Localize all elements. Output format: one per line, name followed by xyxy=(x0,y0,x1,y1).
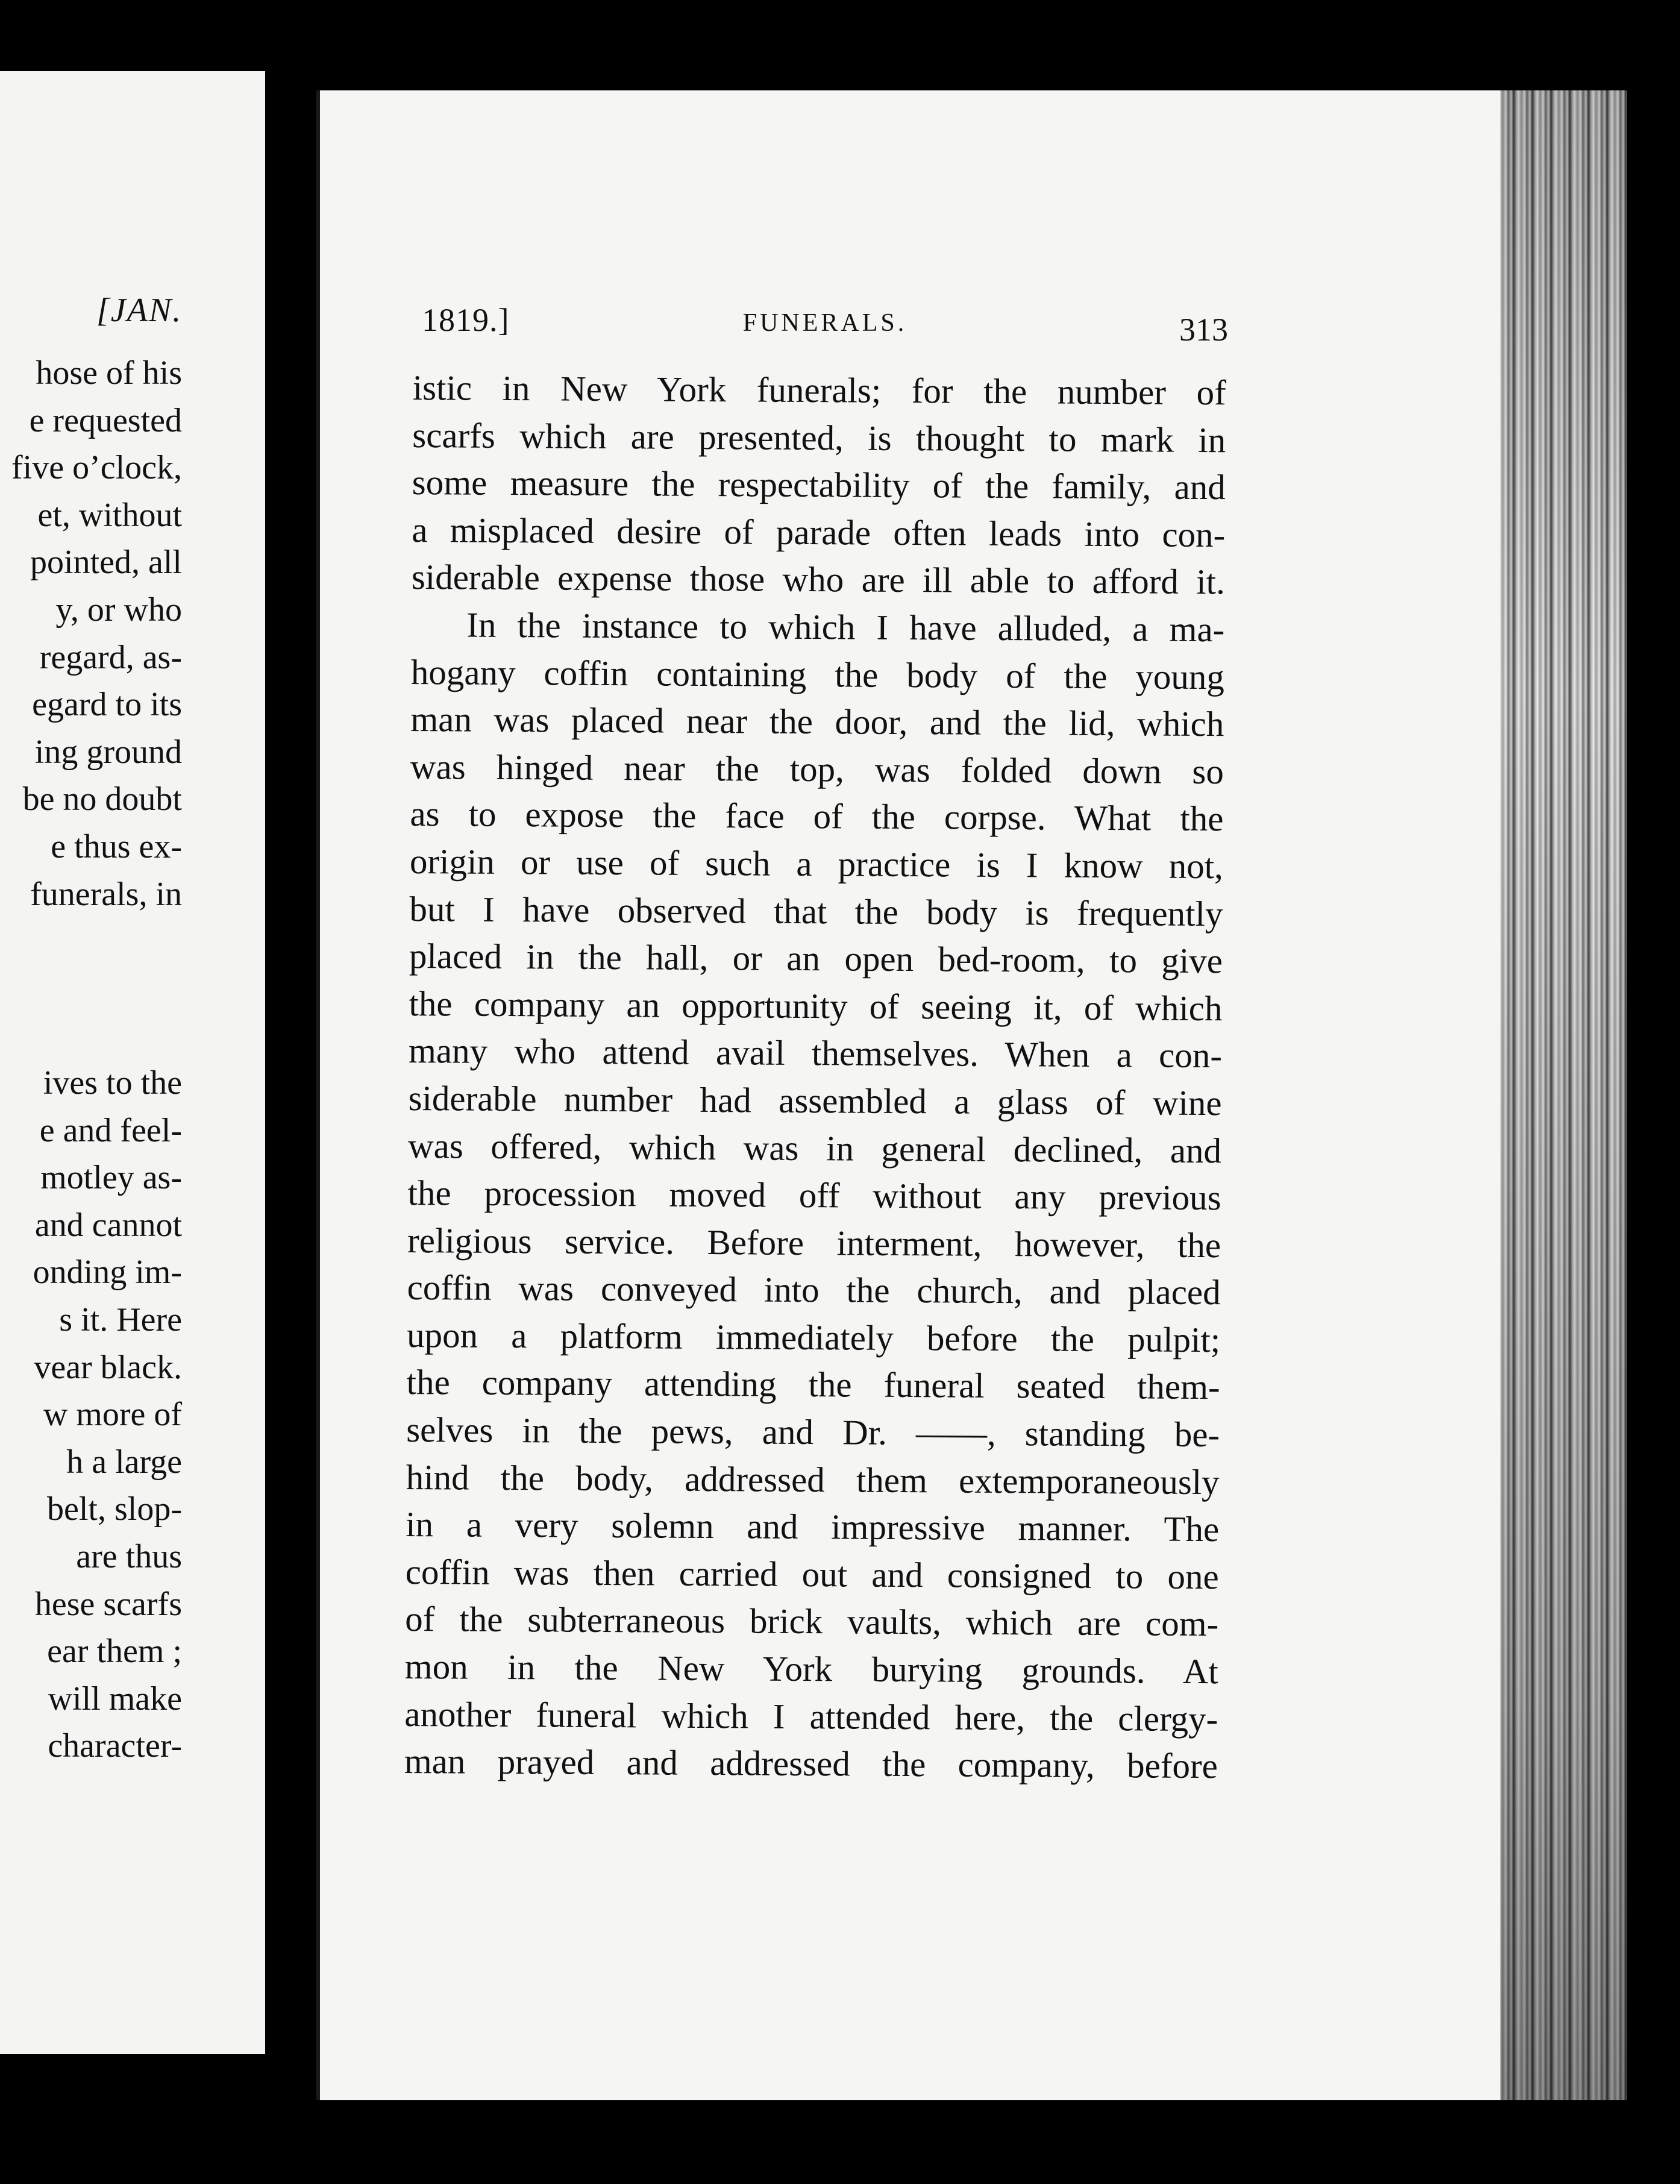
text-line: mon in the New York burying grounds. At xyxy=(404,1646,1218,1692)
left-line: ives to the xyxy=(43,1064,182,1102)
running-head-title: FUNERALS. xyxy=(742,309,907,337)
left-line: vear black. xyxy=(34,1348,182,1386)
left-line: e thus ex- xyxy=(51,827,182,865)
left-running-head: [JAN. xyxy=(96,292,183,329)
page-number: 313 xyxy=(1179,312,1228,348)
left-line: belt, slop- xyxy=(47,1490,182,1528)
text-line: religious service. Before interment, however, the xyxy=(407,1220,1221,1265)
text-line: siderable number had assembled a glass of wine xyxy=(408,1078,1222,1123)
left-line: w more of xyxy=(43,1396,182,1434)
left-page xyxy=(0,71,265,2054)
text-line: upon a platform immediately before the pulpit; xyxy=(406,1314,1221,1360)
text-line: a misplaced desire of parade often leads into con- xyxy=(412,509,1226,555)
text-line: scarfs which are presented, is thought to mark in xyxy=(412,415,1226,460)
text-line: coffin was then carried out and consigned to one xyxy=(405,1551,1219,1597)
text-line: In the instance to which I have alluded, a ma- xyxy=(466,604,1225,650)
left-line: e and feel- xyxy=(39,1111,182,1149)
left-line: h a large xyxy=(66,1443,182,1481)
text-line: was offered, which was in general declined, and xyxy=(407,1125,1222,1170)
left-line: et, without xyxy=(37,496,182,534)
left-line: pointed, all xyxy=(30,544,182,582)
text-line: some measure the respectability of the family, and xyxy=(412,462,1226,507)
left-line: ear them ; xyxy=(47,1633,182,1671)
body-text xyxy=(404,364,1226,1790)
text-line: man prayed and addressed the company, before xyxy=(404,1741,1218,1786)
text-line: as to expose the face of the corpse. What the xyxy=(410,794,1224,839)
text-line: another funeral which I attended here, the clergy- xyxy=(404,1693,1218,1739)
text-line: was hinged near the top, was folded down so xyxy=(410,746,1224,791)
running-head-year: 1819.] xyxy=(422,302,510,338)
left-line: character- xyxy=(48,1727,182,1765)
left-line: will make xyxy=(48,1680,182,1718)
text-line: in a very solemn and impressive manner. The xyxy=(406,1504,1220,1549)
left-line: motley as- xyxy=(40,1159,182,1197)
left-line: are thus xyxy=(76,1537,182,1575)
text-line: but I have observed that the body is frequently xyxy=(409,888,1223,934)
left-line: s it. Here xyxy=(59,1301,182,1338)
text-line: of the subterraneous brick vaults, which are com- xyxy=(405,1599,1219,1644)
left-text-block-top xyxy=(11,350,182,918)
text-line: the company an opportunity of seeing it, of which xyxy=(409,983,1223,1028)
text-line: hogany coffin containing the body of the young xyxy=(410,651,1225,697)
text-line: placed in the hall, or an open bed-room, to give xyxy=(409,936,1223,981)
left-line: regard, as- xyxy=(39,638,182,676)
left-text-block-bottom xyxy=(33,1059,182,1770)
text-line: many who attend avail themselves. When a con- xyxy=(408,1031,1223,1076)
left-line: e requested xyxy=(29,401,182,439)
text-line: man was placed near the door, and the lid, which xyxy=(410,699,1224,744)
left-line: and cannot xyxy=(34,1206,182,1244)
left-line: hose of his xyxy=(36,354,182,392)
left-line: ing ground xyxy=(34,733,182,771)
text-line: the procession moved off without any previous xyxy=(407,1173,1221,1218)
left-line: onding im- xyxy=(33,1254,182,1291)
running-head xyxy=(422,301,1228,350)
left-line: five o’clock, xyxy=(11,449,182,487)
page-edges-shadow xyxy=(1500,90,1627,2100)
text-line: the company attending the funeral seated them- xyxy=(406,1362,1220,1407)
left-line: funerals, in xyxy=(30,875,182,913)
text-line: hind the body, addressed them extemporaneously xyxy=(406,1457,1220,1502)
text-line: istic in New York funerals; for the number of xyxy=(412,367,1226,413)
text-line: coffin was conveyed into the church, and placed xyxy=(407,1267,1221,1313)
left-line: be no doubt xyxy=(22,780,182,818)
text-line: siderable expense those who are ill able to afford it. xyxy=(411,557,1226,602)
left-line: hese scarfs xyxy=(34,1585,182,1623)
text-line: selves in the pews, and Dr. ——, standing be- xyxy=(406,1410,1220,1455)
left-line: y, or who xyxy=(55,591,182,629)
text-line: origin or use of such a practice is I know not, xyxy=(409,841,1224,886)
book-gutter xyxy=(265,0,319,2184)
left-line: egard to its xyxy=(32,686,182,724)
